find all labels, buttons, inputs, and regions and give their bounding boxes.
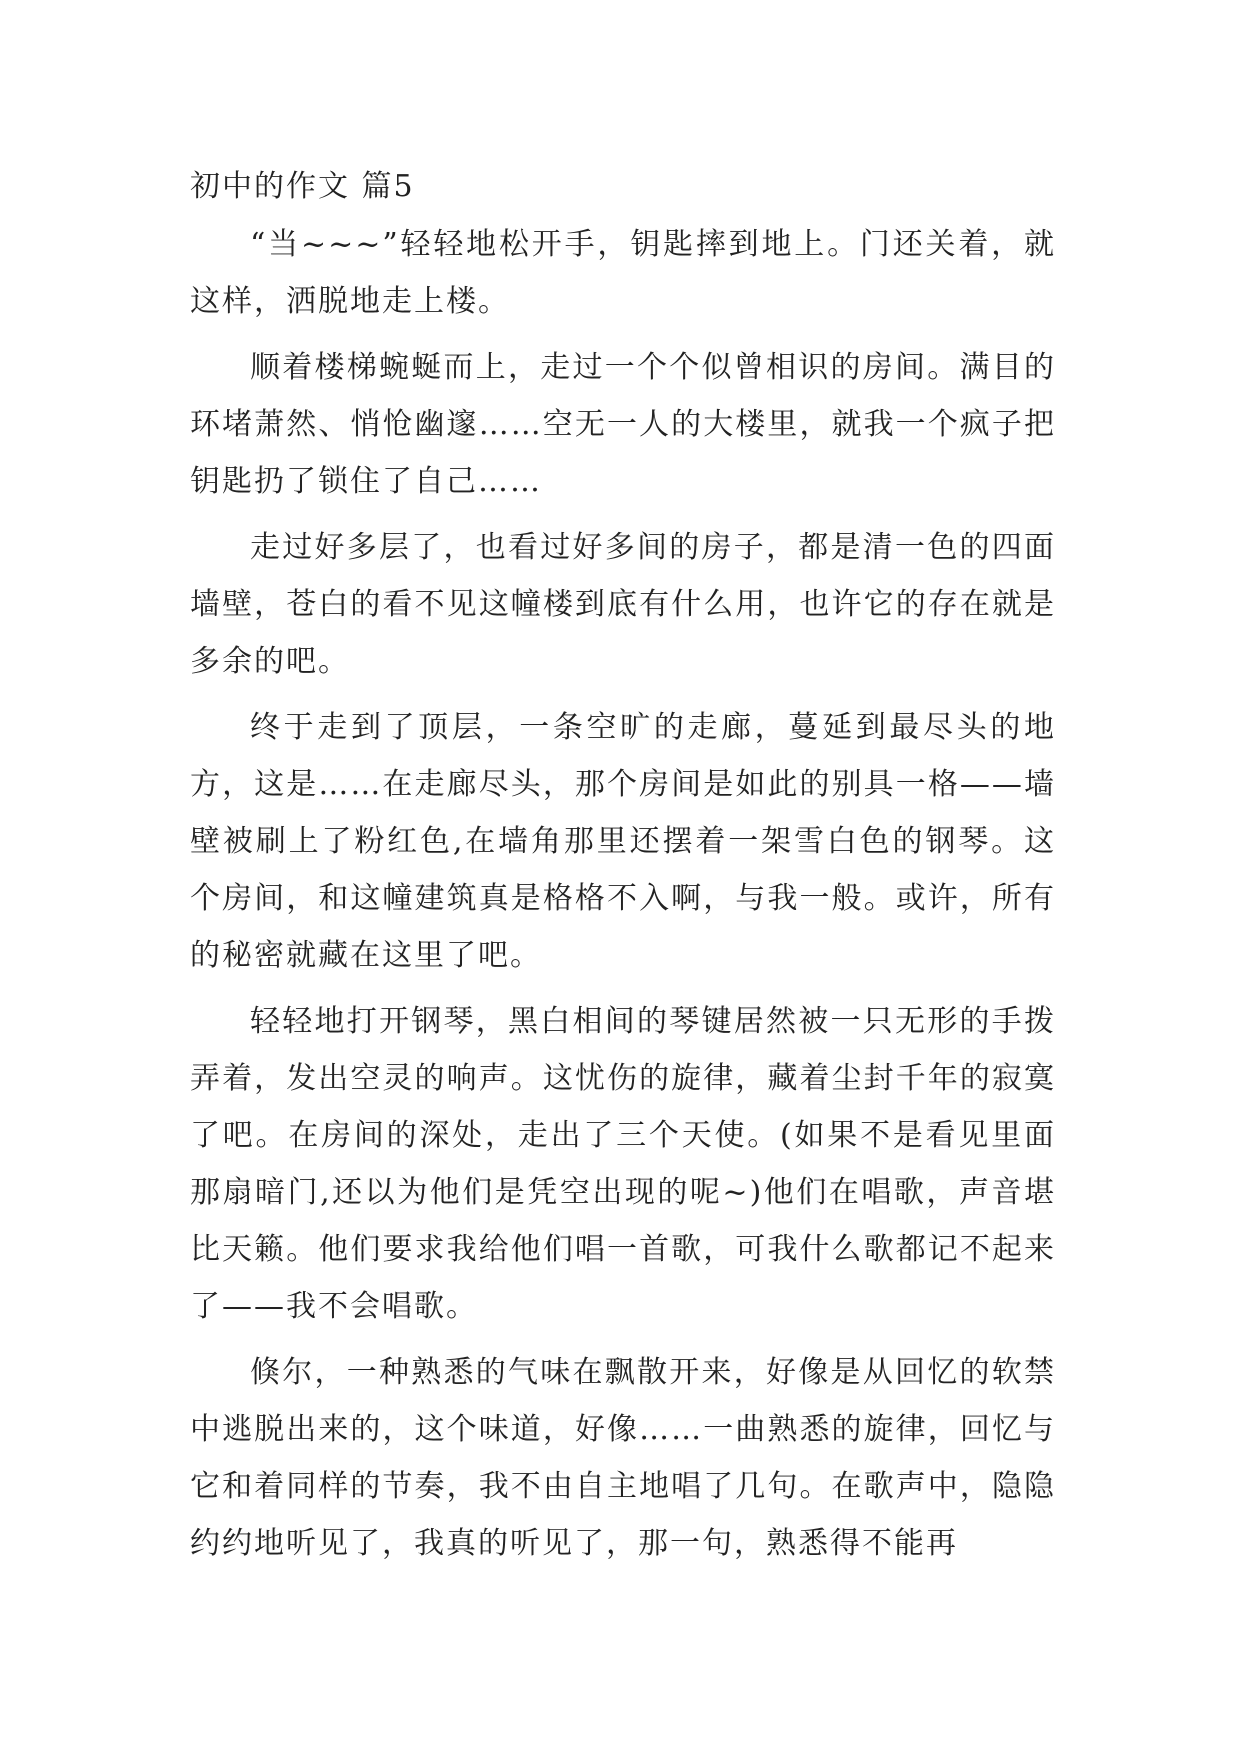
- paragraph-3: 走过好多层了，也看过好多间的房子，都是清一色的四面墙壁，苍白的看不见这幢楼到底有什么用，也许它的存在就是多余的吧。: [190, 530, 1056, 679]
- document-body: [190, 166, 1056, 1581]
- paragraph-1: “当~~~”轻轻地松开手，钥匙摔到地上。门还关着，就这样，洒脱地走上楼。: [190, 227, 1056, 319]
- paragraph-2: 顺着楼梯蜿蜒而上，走过一个个似曾相识的房间。满目的环堵萧然、悄怆幽邃……空无一人的大楼里，就我一个疯子把钥匙扔了锁住了自己……: [190, 350, 1056, 499]
- paragraph-4: 终于走到了顶层，一条空旷的走廊，蔓延到最尽头的地方，这是……在走廊尽头，那个房间是如此的别具一格——墙壁被刷上了粉红色,在墙角那里还摆着一架雪白色的钢琴。这个房间，和这幢建筑真是格格不入啊，与我一般。或许，所有的秘密就藏在这里了吧。: [190, 710, 1056, 973]
- paragraph-5: 轻轻地打开钢琴，黑白相间的琴键居然被一只无形的手拨弄着，发出空灵的响声。这忧伤的旋律，藏着尘封千年的寂寞了吧。在房间的深处，走出了三个天使。(如果不是看见里面那扇暗门,还以为他们是凭空出现的呢~)他们在唱歌，声音堪比天籁。他们要求我给他们唱一首歌，可我什么歌都记不起来了——我不会唱歌。: [190, 1004, 1056, 1324]
- essay-title: 初中的作文 篇5: [190, 169, 415, 204]
- paragraph-6: 倏尔，一种熟悉的气味在飘散开来，好像是从回忆的软禁中逃脱出来的，这个味道，好像……一曲熟悉的旋律，回忆与它和着同样的节奏，我不由自主地唱了几句。在歌声中，隐隐约约地听见了，我真的听见了，那一句，熟悉得不能再: [190, 1355, 1056, 1561]
